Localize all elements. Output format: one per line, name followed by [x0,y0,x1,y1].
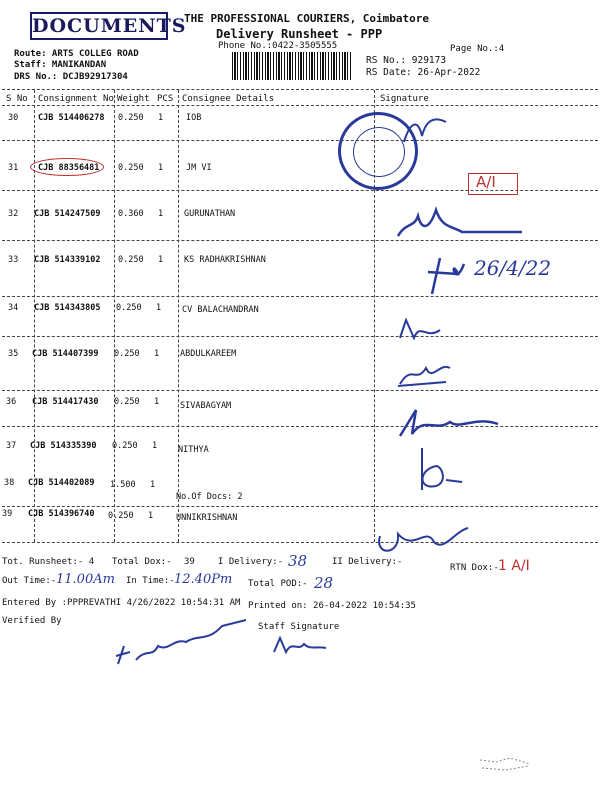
row-consignee: IOB [186,113,202,123]
row-rule [2,296,598,297]
col-sno: S No [6,94,28,104]
row-pcs: 1 [158,255,164,265]
sheet-title: Delivery Runsheet - PPP [216,27,383,41]
row-pcs: 1 [152,441,158,451]
row-sno: 34 [8,303,19,313]
signature-row-37-38 [412,440,468,496]
header-rule-bottom [2,105,598,106]
row-consignee: JM VI [186,163,212,173]
row-consignee: KS RADHAKRISHNAN [184,255,266,265]
row-pcs: 1 [148,511,154,521]
rtn-dox-label: RTN Dox:- [450,563,499,573]
row-rule [2,426,598,427]
route: Route: ARTS COLLEG ROAD [14,49,139,59]
row-sno: 35 [8,349,19,359]
col-divider [114,90,115,542]
row-consignment: CJB 514396740 [28,509,95,519]
col-consignment: Consignment No [38,94,114,104]
row-weight: 0.250 [118,113,144,123]
row-consignment: CJB 514407399 [32,349,99,359]
row-pcs: 1 [154,349,160,359]
row-consignment: CJB 514406278 [38,113,105,123]
printed-on: Printed on: 26-04-2022 10:54:35 [248,601,416,611]
row-weight: 0.250 [116,303,142,313]
rs-number: RS No.: 929173 [366,55,447,66]
staff-signature-label: Staff Signature [258,622,340,632]
row-consignment: CJB 514343805 [34,303,101,313]
row-sno: 30 [8,113,19,123]
row-weight: 0.250 [118,255,144,265]
signature-row-32 [392,198,532,244]
staff-signature [270,634,330,656]
out-time-label: Out Time:- [2,576,57,586]
row-docs-count: No.Of Docs: 2 [176,492,243,502]
entered-by: Entered By :PPPREVATHI 4/26/2022 10:54:31 AM [2,598,241,608]
handwritten-date: 26/4/22 [474,256,552,280]
signature-row-39 [374,516,474,556]
barcode [232,52,352,80]
row-pcs: 1 [158,163,164,173]
total-dox-value: 39 [184,557,195,567]
col-consignee: Consignee Details [182,94,275,104]
header-rule-top [2,89,598,90]
total-pod-label: Total POD:- [248,579,308,589]
col-divider [178,90,179,542]
row-sno: 39 [2,509,13,519]
verifier-signature [112,612,252,670]
page-number: Page No.:4 [450,44,505,54]
row-rule [2,140,598,141]
row-consignment: CJB 514402089 [28,478,95,488]
row-weight: 1.500 [110,480,136,490]
row-consignment: CJB 514417430 [32,397,99,407]
i-delivery-label: I Delivery:- [218,557,284,567]
row-consignee: NITHYA [178,445,209,455]
row-weight: 0.360 [118,209,144,219]
documents-logo: DOCUMENTS [30,12,168,40]
rtn-dox-value: 1 A/I [498,558,530,574]
i-delivery-value: 38 [288,552,308,570]
row-pcs: 1 [158,113,164,123]
ii-delivery-label: II Delivery:- [332,557,403,567]
company-name: THE PROFESSIONAL COURIERS, Coimbatore [184,12,430,25]
row-rule [2,336,598,337]
out-time-value: 11.00Am [56,572,115,587]
row-weight: 0.250 [114,397,140,407]
row-sno: 38 [4,478,15,488]
ai-annotation: A/I [476,173,496,191]
signature-row-35 [396,354,456,390]
row-consignee: GURUNATHAN [184,209,236,219]
tot-runsheet: Tot. Runsheet:- 4 [2,557,95,567]
row-pcs: 1 [158,209,164,219]
circled-consignment-mark [30,158,104,176]
row-pcs: 1 [156,303,162,313]
row-weight: 0.250 [118,163,144,173]
in-time-value: 12.40Pm [174,572,233,587]
row-weight: 0.250 [108,511,134,521]
row-consignee: CV BALACHANDRAN [182,305,259,315]
row-sno: 37 [6,441,17,451]
row-consignment: CJB 88356481 [38,163,100,173]
row-sno: 32 [8,209,19,219]
total-pod-value: 28 [314,574,334,592]
row-consignee: UNNIKRISHNAN [176,513,238,523]
scan-noise [476,752,536,776]
rs-date: RS Date: 26-Apr-2022 [366,67,481,78]
row-weight: 0.250 [114,349,140,359]
row-consignment: CJB 514339102 [34,255,101,265]
verified-by-label: Verified By [2,616,62,626]
drs-number: DRS No.: DCJB92917304 [14,72,128,82]
col-weight: Weight [117,94,150,104]
row-sno: 31 [8,163,19,173]
staff-name: Staff: MANIKANDAN [14,60,107,70]
signature-row-34 [396,314,446,344]
row-consignment: CJB 514335390 [30,441,97,451]
signature-row-36 [394,402,504,442]
row-rule [2,390,598,391]
row-pcs: 1 [154,397,160,407]
phone-number: Phone No.:0422-3505555 [218,41,338,51]
row-sno: 33 [8,255,19,265]
row-rule [2,506,598,507]
row-pcs: 1 [150,480,156,490]
col-pcs: PCS [157,94,174,104]
table-rule-bottom [2,542,598,543]
row-consignee: SIVABAGYAM [180,401,232,411]
row-consignment: CJB 514247509 [34,209,101,219]
row-weight: 0.250 [112,441,138,451]
row-sno: 36 [6,397,17,407]
total-dox-label: Total Dox:- [112,557,172,567]
col-signature: Signature [380,94,429,104]
col-divider [34,90,35,542]
row-consignee: ABDULKAREEM [180,349,237,359]
in-time-label: In Time:- [126,576,175,586]
signature-row-30 [400,112,450,148]
